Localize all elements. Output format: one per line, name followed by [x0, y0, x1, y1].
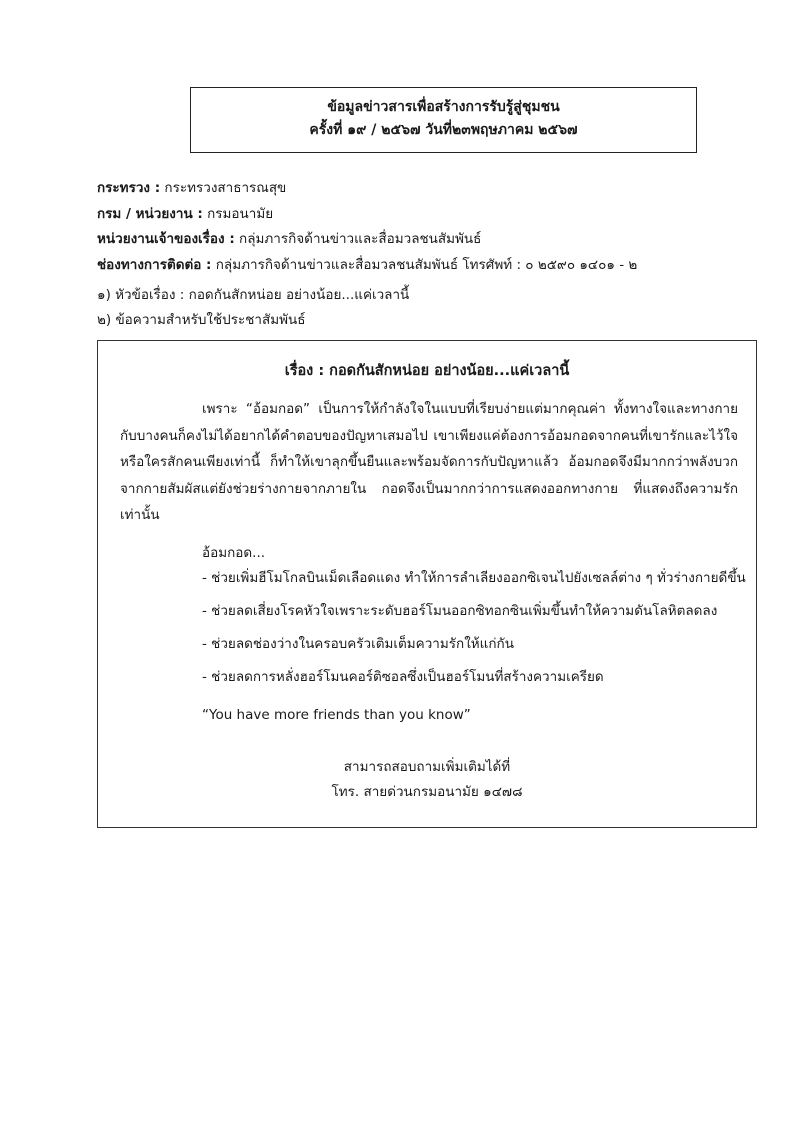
quote-text: “You have more friends than you know” [202, 707, 471, 723]
benefit-list [202, 569, 746, 701]
meta-contact-label: ช่องทางการติดต่อ : [97, 256, 212, 273]
meta-owner-value: กลุ่มภารกิจด้านข่าวและสื่อมวลชนสัมพันธ์ [239, 231, 482, 247]
benefit-heading: อ้อมกอด... [202, 545, 266, 561]
meta-department-label: กรม / หน่วยงาน : [97, 205, 203, 222]
numbered-items [97, 283, 757, 333]
story-paragraph: เพราะ “อ้อมกอด” เป็นการให้กำลังใจในแบบที่เรียบง่ายแต่มากคุณค่า ทั้งทางใจและทางกาย กับบางคนก็คงไม่ได้อยากได้คำตอบของปัญหาเสมอไป เขาเพียงแค่ต้องการอ้อมกอดจากคนที่เขารักและไว้ใจ หรือใครสักคนเพียงเท่านี้ ก็ทำให้เขาลุกขึ้นยืนและพร้อมจัดการกับปัญหาแล้ว อ้อมกอดจึงมีมากกว่าพลังบวกจากกายสัมผัสแต่ยังช่วยร่างกายจากภายใน กอดจึงเป็นมากกว่าการแสดงออกทางกาย ที่แสดงถึงความรักเท่านั้น [120, 401, 738, 523]
header-title: ข้อมูลข่าวสารเพื่อสร้างการรับรู้สู่ชุมชน [327, 99, 560, 115]
meta-contact-value: กลุ่มภารกิจด้านข่าวและสื่อมวลชนสัมพันธ์ โทรศัพท์ : ๐ ๒๕๙๐ ๑๔๐๑ - ๒ [215, 256, 638, 273]
header-box [190, 87, 697, 153]
story-title: เรื่อง : กอดกันสักหน่อย อย่างน้อย...แค่เวลานี้ [284, 363, 570, 379]
pr-content-box [97, 340, 757, 828]
meta-owner-label: หน่วยงานเจ้าของเรื่อง : [97, 231, 235, 247]
meta-ministry-value: กระทรวงสาธารณสุข [164, 180, 287, 196]
meta-department-value: กรมอนามัย [207, 205, 274, 222]
item-topic: ๑) หัวข้อเรื่อง : กอดกันสักหน่อย อย่างน้อย...แค่เวลานี้ [97, 287, 410, 303]
benefit-item: - ช่วยเพิ่มฮีโมโกลบินเม็ดเลือดแดง ทำให้การลำเลียงออกซิเจนไปยังเซลล์ต่าง ๆ ทั่วร่างกายดีขึ้น [202, 570, 746, 586]
meta-contact [97, 253, 757, 279]
meta-department [97, 202, 757, 228]
header-issue-date: ครั้งที่ ๑๙ / ๒๕๖๗ วันที่๒๓พฤษภาคม ๒๕๖๗ [309, 122, 578, 138]
benefit-item: - ช่วยลดการหลั่งฮอร์โมนคอร์ติซอลซึ่งเป็นฮอร์โมนที่สร้างความเครียด [202, 669, 604, 685]
benefit-item: - ช่วยลดเสี่ยงโรคหัวใจเพราะระดับฮอร์โมนออกซิทอกซินเพิ่มขึ้นทำให้ความดันโลหิตลดลง [202, 603, 718, 619]
meta-owner [97, 227, 757, 253]
benefit-item: - ช่วยลดช่องว่างในครอบครัวเติมเต็มความรักให้แก่กัน [202, 636, 514, 652]
contact-info [98, 755, 756, 805]
meta-ministry-label: กระทรวง : [97, 180, 161, 196]
meta-section [97, 176, 757, 278]
item-pr-message: ๒) ข้อความสำหรับใช้ประชาสัมพันธ์ [97, 312, 306, 328]
contact-line-1: สามารถสอบถามเพิ่มเติมได้ที่ [343, 759, 511, 775]
meta-ministry [97, 176, 757, 202]
contact-line-2: โทร. สายด่วนกรมอนามัย ๑๔๗๘ [331, 784, 523, 800]
